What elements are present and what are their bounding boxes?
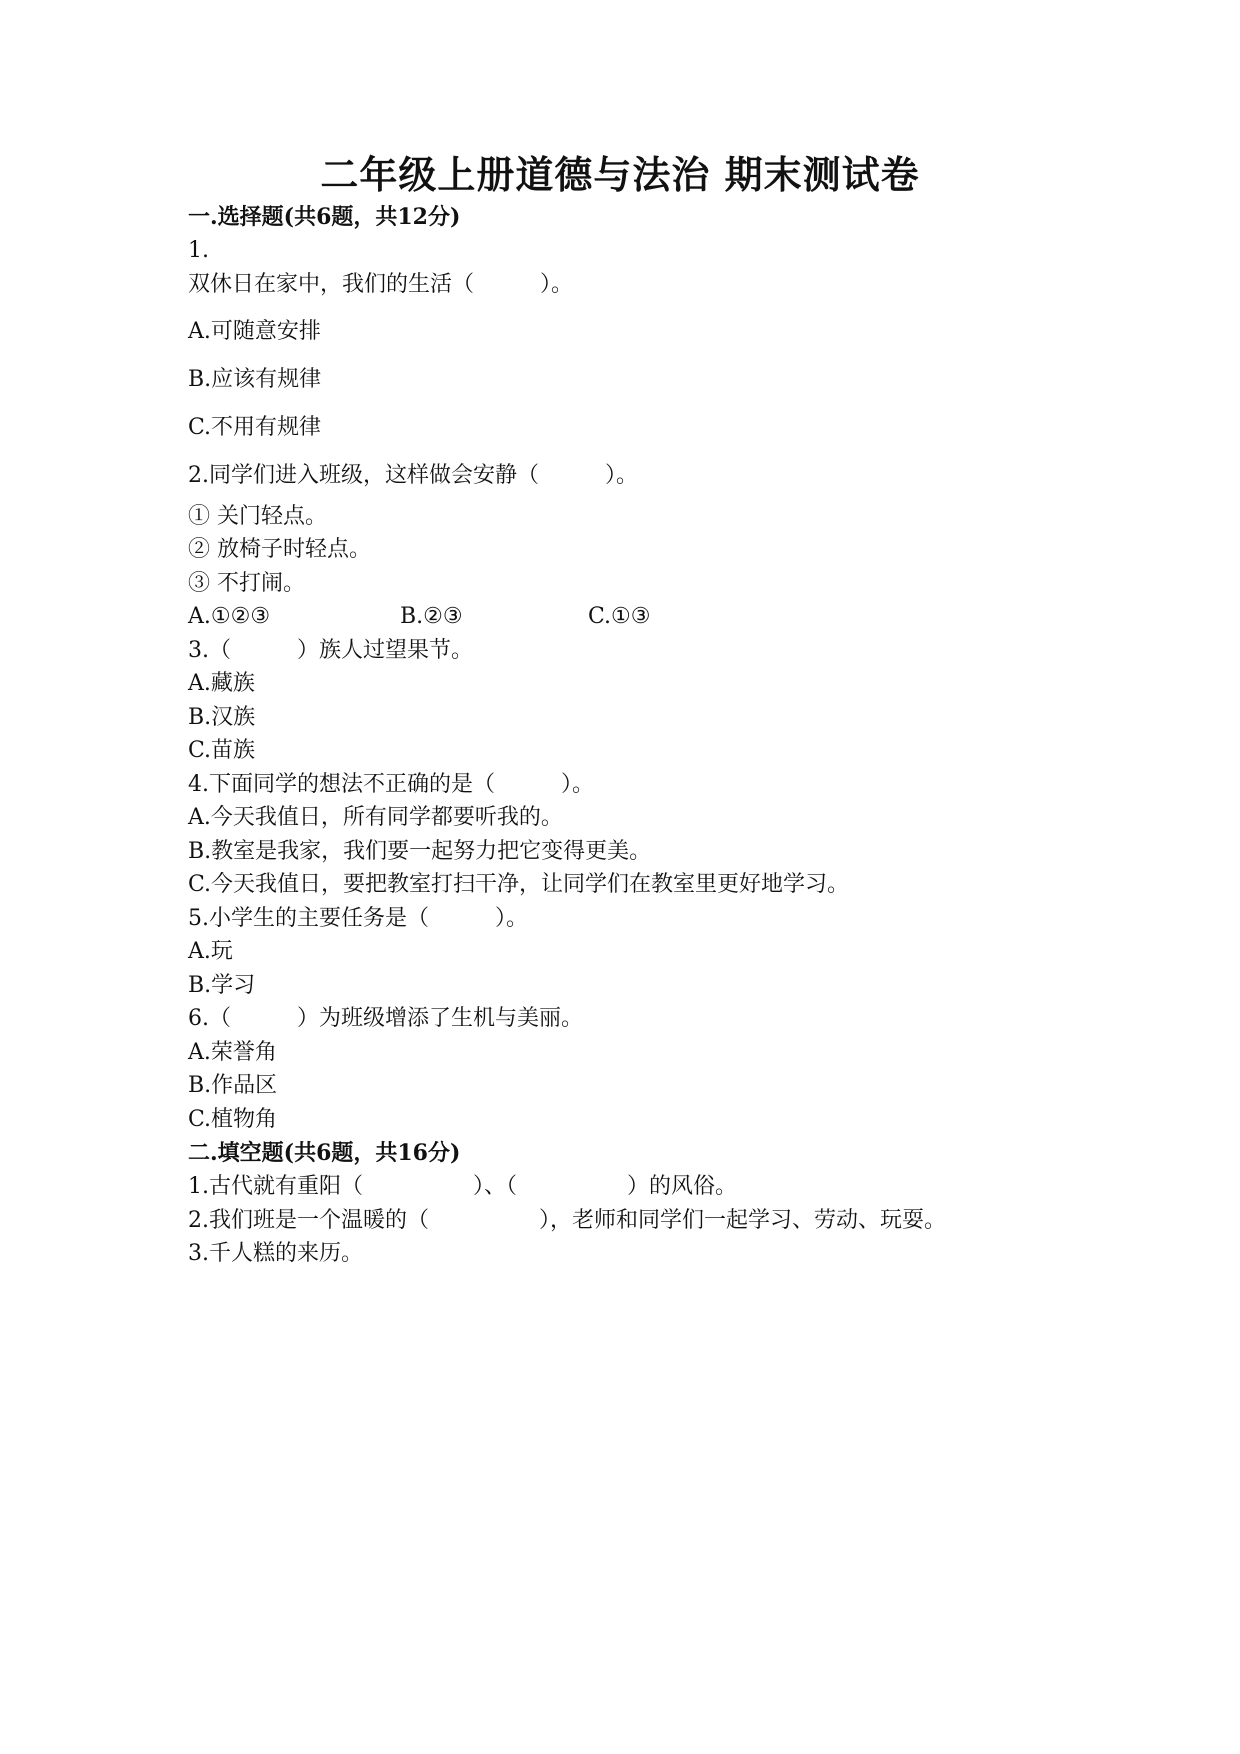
answer-option: B.应该有规律 <box>188 366 322 392</box>
question-stem: 2.同学们进入班级，这样做会安静（ ）。 <box>188 462 638 488</box>
statement-item: ② 放椅子时轻点。 <box>188 537 371 562</box>
answer-options-row <box>188 600 1088 634</box>
answer-option: A.藏族 <box>188 671 255 696</box>
answer-option: A.①②③ <box>188 604 271 629</box>
statement-item: ③ 不打闹。 <box>188 570 305 596</box>
fill-blank-item: 3.千人糕的来历。 <box>188 1241 363 1266</box>
section-heading-choice: 一.选择题(共6题，共12分) <box>188 204 461 230</box>
answer-option: A.今天我值日，所有同学都要听我的。 <box>188 805 563 830</box>
section-heading-fill-blank: 二.填空题(共6题，共16分) <box>188 1140 461 1166</box>
question-stem: 5.小学生的主要任务是（ ）。 <box>188 905 528 931</box>
page-title: 二年级上册道德与法治 期末测试卷 <box>320 152 920 197</box>
answer-option: C.①③ <box>588 604 651 629</box>
answer-option: B.②③ <box>400 604 463 629</box>
question-stem: 6.（ ）为班级增添了生机与美丽。 <box>188 1006 583 1031</box>
question-stem: 3.（ ）族人过望果节。 <box>188 637 473 663</box>
exam-content <box>188 200 1088 1271</box>
answer-option: C.不用有规律 <box>188 414 322 440</box>
answer-option: C.植物角 <box>188 1106 278 1132</box>
answer-option: A.可随意安排 <box>188 318 321 344</box>
statement-item: ① 关门轻点。 <box>188 503 327 529</box>
answer-option: C.今天我值日，要把教室打扫干净，让同学们在教室里更好地学习。 <box>188 872 850 897</box>
fill-blank-item: 2.我们班是一个温暖的（ ），老师和同学们一起学习、劳动、玩耍。 <box>188 1207 946 1233</box>
question-number: 1. <box>188 238 209 263</box>
answer-option: C.苗族 <box>188 738 256 763</box>
question-stem: 双休日在家中，我们的生活（ ）。 <box>188 271 574 297</box>
answer-option: B.教室是我家，我们要一起努力把它变得更美。 <box>188 838 652 864</box>
answer-option: B.汉族 <box>188 704 256 730</box>
answer-option: B.作品区 <box>188 1073 278 1098</box>
answer-option: A.荣誉角 <box>188 1039 277 1065</box>
answer-option: B.学习 <box>188 972 256 998</box>
answer-option: A.玩 <box>188 939 233 964</box>
question-stem: 4.下面同学的想法不正确的是（ ）。 <box>188 771 594 797</box>
fill-blank-item: 1.古代就有重阳（ ）、（ ）的风俗。 <box>188 1174 737 1199</box>
